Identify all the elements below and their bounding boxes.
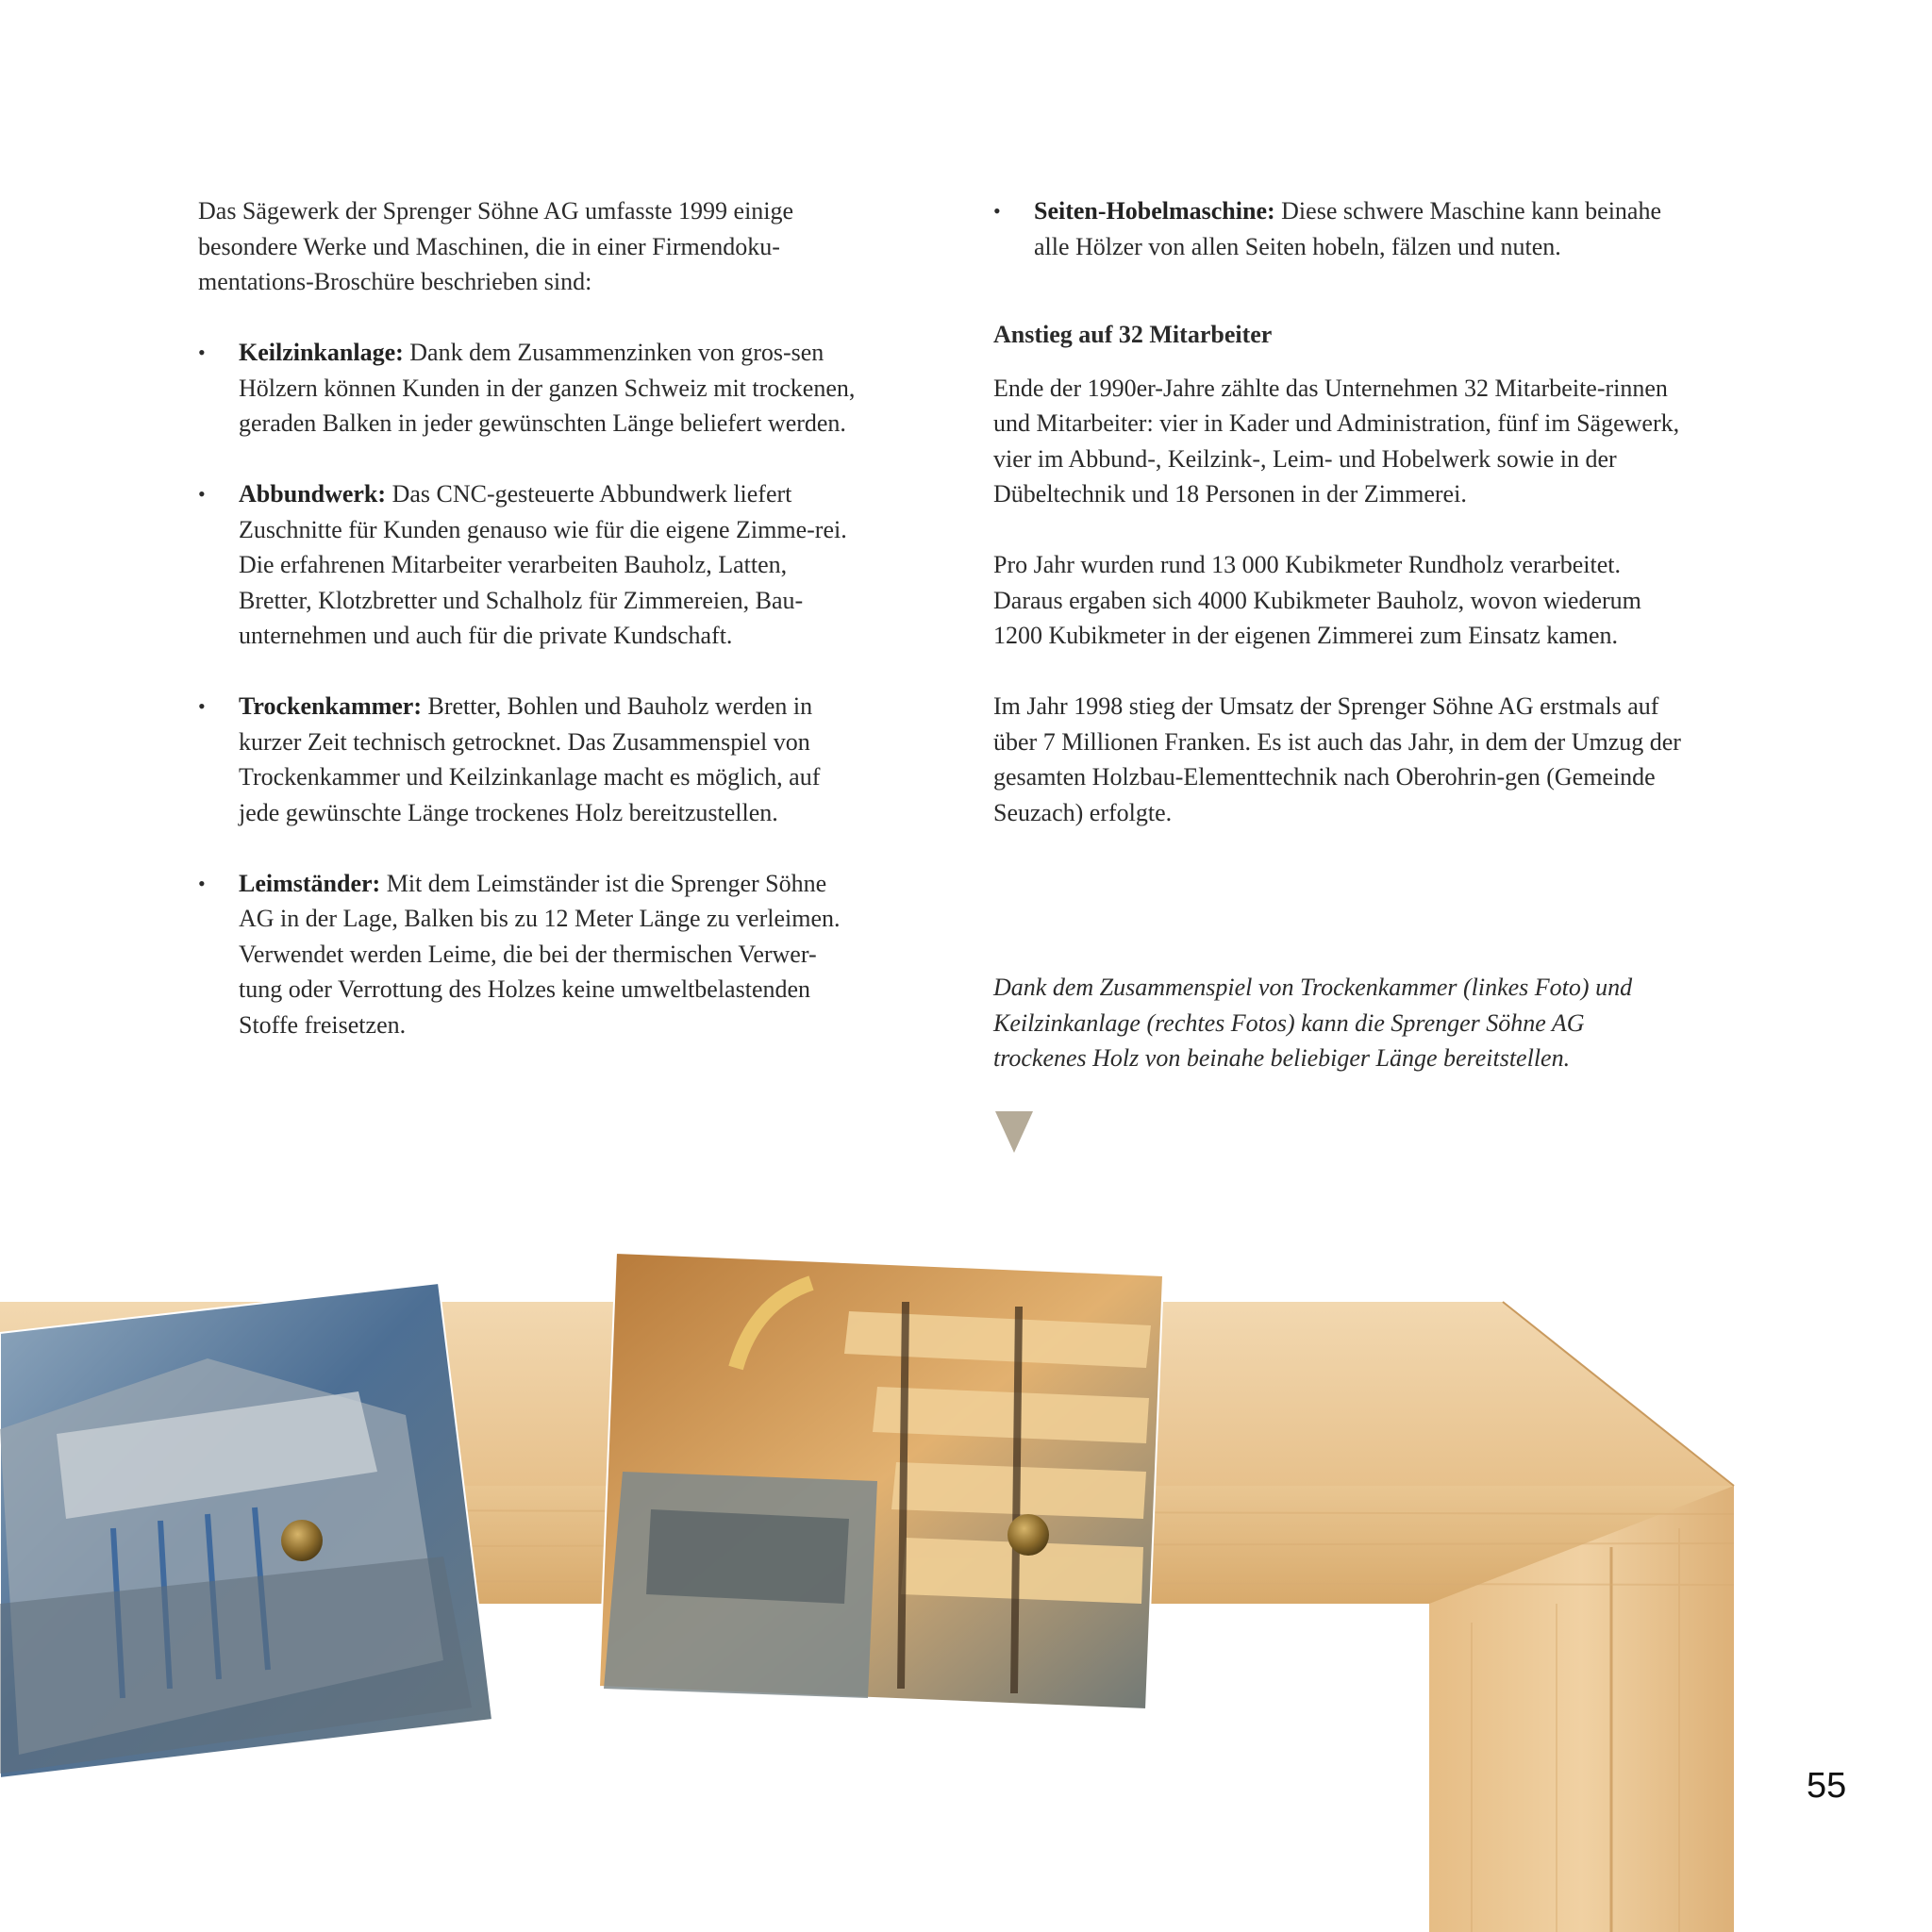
paragraph-volume: Pro Jahr wurden rund 13 000 Kubikmeter Rundholz verarbeitet. Daraus ergaben sich 4000 Kubikmeter Bauholz, wovon wiederum 1200 Kubikmeter in der eigenen Zimmerei zum Einsatz kamen. — [993, 551, 1641, 649]
section-heading: Anstieg auf 32 Mitarbeiter — [993, 321, 1273, 348]
list-text: Bretter, Bohlen und Bauholz werden in kurzer Zeit technisch getrocknet. Das Zusammenspiel von Trockenkammer und Keilzinkanlage macht es möglich, auf jede gewünschte Länge trockenes Holz bereitzustellen. — [239, 692, 821, 826]
pin-icon — [1008, 1514, 1049, 1556]
list-term: Trockenkammer: — [239, 692, 422, 720]
paragraph-employees: Ende der 1990er-Jahre zählte das Unternehmen 32 Mitarbeite-rinnen und Mitarbeiter: vier in Kader und Administration, fünf im Sägewerk, vier im Abbund-, Keilzink-, Leim- und Hobelwerk sowie in der Dübeltechnik und 18 Personen in der Zimmerei. — [993, 374, 1680, 508]
list-text: Diese schwere Maschine kann beinahe alle Hölzer von allen Seiten hobeln, fälzen und nuten. — [1034, 197, 1661, 260]
list-text: Dank dem Zusammenzinken von gros-sen Hölzern können Kunden in der ganzen Schweiz mit trockenen, geraden Balken in jeder gewünschten Länge beliefert werden. — [239, 339, 856, 437]
intro-paragraph: Das Sägewerk der Sprenger Söhne AG umfasste 1999 einige besondere Werke und Maschinen, die in einer Firmendoku-mentations-Broschüre beschrieben sind: — [198, 197, 794, 295]
pin-icon — [281, 1520, 323, 1561]
list-term: Seiten-Hobelmaschine: — [1034, 197, 1275, 225]
list-term: Keilzinkanlage: — [239, 339, 404, 366]
list-text: Mit dem Leimständer ist die Sprenger Söhne AG in der Lage, Balken bis zu 12 Meter Länge zu verleimen. Verwendet werden Leime, die bei der thermischen Verwer-tung oder Verrottung des Holzes keine umweltbelastenden Stoffe freisetzen. — [239, 869, 841, 1039]
photo-keilzinkanlage — [599, 1253, 1163, 1709]
page-number: 55 — [1807, 1766, 1847, 1806]
list-text: Das CNC-gesteuerte Abbundwerk liefert Zuschnitte für Kunden genauso wie für die eigene Zimme-rei. Die erfahrenen Mitarbeiter verarbeiten Bauholz, Latten, Bretter, Klotzbretter und Schalholz für Zimmereien, Bau-unternehmen und auch für die private Kundschaft. — [239, 480, 847, 649]
paragraph-revenue: Im Jahr 1998 stieg der Umsatz der Sprenger Söhne AG erstmals auf über 7 Millionen Franken. Es ist auch das Jahr, in dem der Umzug der gesamten Holzbau-Elementtechnik nach Oberohrin-gen (Gemeinde Seuzach) erfolgte. — [993, 692, 1681, 826]
photo-trockenkammer — [0, 1283, 492, 1778]
photo-caption: Dank dem Zusammenspiel von Trockenkammer (linkes Foto) und Keilzinkanlage (rechtes Fotos) kann die Sprenger Söhne AG trockenes Holz von beinahe beliebiger Länge bereitstellen. — [993, 974, 1633, 1072]
list-term: Abbundwerk: — [239, 480, 387, 508]
down-arrow-icon — [995, 1111, 1033, 1153]
list-term: Leimständer: — [239, 869, 381, 897]
